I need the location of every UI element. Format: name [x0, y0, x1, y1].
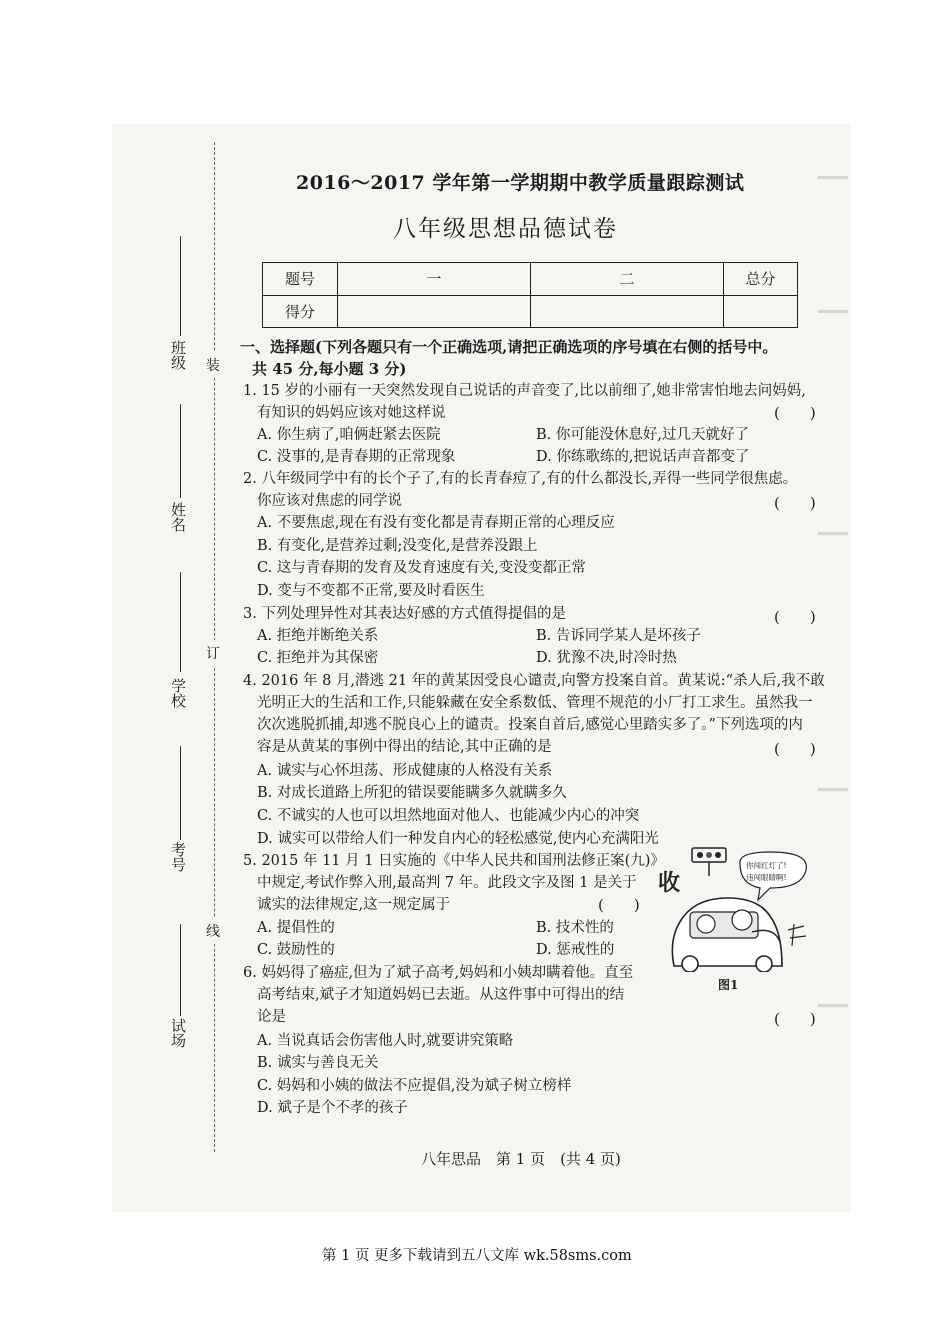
- exam-room-field-line[interactable]: [180, 924, 181, 1016]
- score-cell[interactable]: [531, 295, 724, 328]
- q6-option-b: B. 诚实与善良无关: [257, 1055, 379, 1071]
- q5-option-a: A. 提倡性的: [257, 920, 335, 936]
- binding-char-ding: 订: [206, 640, 220, 666]
- answer-blank-2[interactable]: ( ): [774, 494, 816, 512]
- question-3: 3. 下列处理异性对其表达好感的方式值得提倡的是: [243, 606, 566, 622]
- answer-blank-3[interactable]: ( ): [774, 608, 816, 626]
- answer-blank-6[interactable]: ( ): [774, 1010, 816, 1028]
- q3-option-a: A. 拒绝并断绝关系: [257, 628, 379, 644]
- q1-option-c: C. 没事的,是青春期的正常现象: [257, 449, 456, 465]
- binding-char-zhuang: 装: [206, 352, 220, 378]
- section-heading: 一、选择题(下列各题只有一个正确选项,请把正确选项的序号填在右侧的括号中。 共 45 分,每小题 3 分): [240, 338, 778, 378]
- q2-option-d: D. 变与不变都不正常,要及时看医生: [257, 583, 485, 599]
- q6-option-d: D. 斌子是个不孝的孩子: [257, 1100, 408, 1116]
- bleed-mark: [818, 176, 848, 179]
- name-field-line[interactable]: [180, 404, 181, 498]
- q2-option-c: C. 这与青春期的发育及发育速度有关,变没变都正常: [257, 560, 586, 576]
- score-header-cell: 总分: [724, 263, 798, 296]
- figure-sign-char: 收: [658, 871, 681, 896]
- question-2: 2. 八年级同学中有的长个子了,有的长青春痘了,有的什么都没长,弄得一些同学很焦虑。 你应该对焦虑的同学说: [243, 471, 798, 509]
- answer-blank-1[interactable]: ( ): [774, 404, 816, 422]
- figure-1-caption: 图1: [718, 978, 739, 992]
- bleed-mark: [818, 310, 848, 313]
- class-field-line[interactable]: [180, 236, 181, 336]
- q5-option-c: C. 鼓励性的: [257, 942, 335, 958]
- binding-char-xian: 线: [206, 918, 220, 944]
- score-cell[interactable]: [724, 295, 798, 328]
- q1-option-b: B. 你可能没休息好,过几天就好了: [536, 427, 749, 443]
- exam-title: 2016～2017 学年第一学期期中教学质量跟踪测试: [296, 172, 745, 194]
- q3-option-d: D. 犹豫不决,时冷时热: [536, 650, 677, 666]
- exam-subtitle: 八年级思想品德试卷: [393, 216, 618, 242]
- score-header-cell: 二: [531, 263, 724, 296]
- bubble-line-2: 违闯眼睛啊!: [746, 873, 787, 882]
- q2-option-a: A. 不要焦虑,现在有没有变化都是青春期正常的心理反应: [257, 515, 615, 531]
- document-footer-download: 第 1 页 更多下载请到五八文库 wk.58sms.com: [322, 1248, 632, 1264]
- bubble-line-1: 你闯红灯了!: [746, 861, 787, 870]
- class-label: 班级: [169, 340, 187, 370]
- question-5: 5. 2015 年 11 月 1 日实施的《中华人民共和国刑法修正案(九)》 中规定,考试作弊入刑,最高判 7 年。此段文字及图 1 是关于 诚实的法律规定,这一规定属于: [243, 853, 665, 913]
- name-label: 姓名: [169, 502, 187, 532]
- score-cell[interactable]: [338, 295, 531, 328]
- q6-option-a: A. 当说真话会伤害他人时,就要讲究策略: [257, 1033, 514, 1049]
- q6-option-c: C. 妈妈和小姨的做法不应提倡,没为斌子树立榜样: [257, 1078, 572, 1094]
- answer-blank-4[interactable]: ( ): [774, 740, 816, 758]
- school-field-line[interactable]: [180, 572, 181, 672]
- police-car-cartoon-icon: [654, 846, 816, 972]
- bleed-mark: [818, 1004, 848, 1007]
- score-header-cell: 题号: [263, 263, 338, 296]
- q5-option-b: B. 技术性的: [536, 920, 614, 936]
- q2-option-b: B. 有变化,是营养过剩;没变化,是营养没跟上: [257, 538, 538, 554]
- score-table: [262, 262, 798, 328]
- q4-option-c: C. 不诚实的人也可以坦然地面对他人、也能减少内心的冲突: [257, 808, 640, 824]
- q4-option-b: B. 对成长道路上所犯的错误要能瞒多久就瞒多久: [257, 785, 567, 801]
- sheet-footer-page: 八年思品 第 1 页 (共 4 页): [421, 1150, 621, 1168]
- q4-option-a: A. 诚实与心怀坦荡、形成健康的人格没有关系: [257, 763, 553, 779]
- exam-number-label: 考号: [169, 842, 187, 872]
- bleed-mark: [818, 532, 848, 535]
- q3-option-c: C. 拒绝并为其保密: [257, 650, 379, 666]
- question-1: 1. 15 岁的小丽有一天突然发现自己说话的声音变了,比以前细了,她非常害怕地去问妈妈, 有知识的妈妈应该对她这样说: [243, 383, 806, 421]
- exam-room-label: 试场: [169, 1018, 187, 1048]
- exam-number-field-line[interactable]: [180, 746, 181, 840]
- q1-option-d: D. 你练歌练的,把说话声音都变了: [536, 449, 750, 465]
- figure-1-cartoon: [654, 846, 816, 972]
- q3-option-b: B. 告诉同学某人是坏孩子: [536, 628, 701, 644]
- question-6: 6. 妈妈得了癌症,但为了斌子高考,妈妈和小姨却瞒着他。直至 高考结束,斌子才知道妈妈已去逝。从这件事中可得出的结 论是: [243, 965, 634, 1025]
- q1-option-a: A. 你生病了,咱俩赶紧去医院: [257, 427, 441, 443]
- score-row-label: 得分: [263, 295, 338, 328]
- q4-option-d: D. 诚实可以带给人们一种发自内心的轻松感觉,使内心充满阳光: [257, 831, 659, 847]
- bleed-mark: [818, 788, 848, 791]
- score-header-cell: 一: [338, 263, 531, 296]
- answer-blank-5[interactable]: ( ): [598, 896, 640, 914]
- school-label: 学校: [169, 678, 187, 708]
- q5-option-d: D. 惩戒性的: [536, 942, 615, 958]
- question-4: 4. 2016 年 8 月,潜逃 21 年的黄某因受良心谴责,向警方投案自首。黄某说:“杀人后,我不敢 光明正大的生活和工作,只能躲藏在安全系数低、管理不规范的小厂打工求生。虽然我一 次次逃脱抓捕,却逃不脱良心上的谴责。投案自首后,感觉心里踏实多了。”下列选项的内 容是从黄某的事例中得出的结论,其中正确的是: [243, 673, 825, 755]
